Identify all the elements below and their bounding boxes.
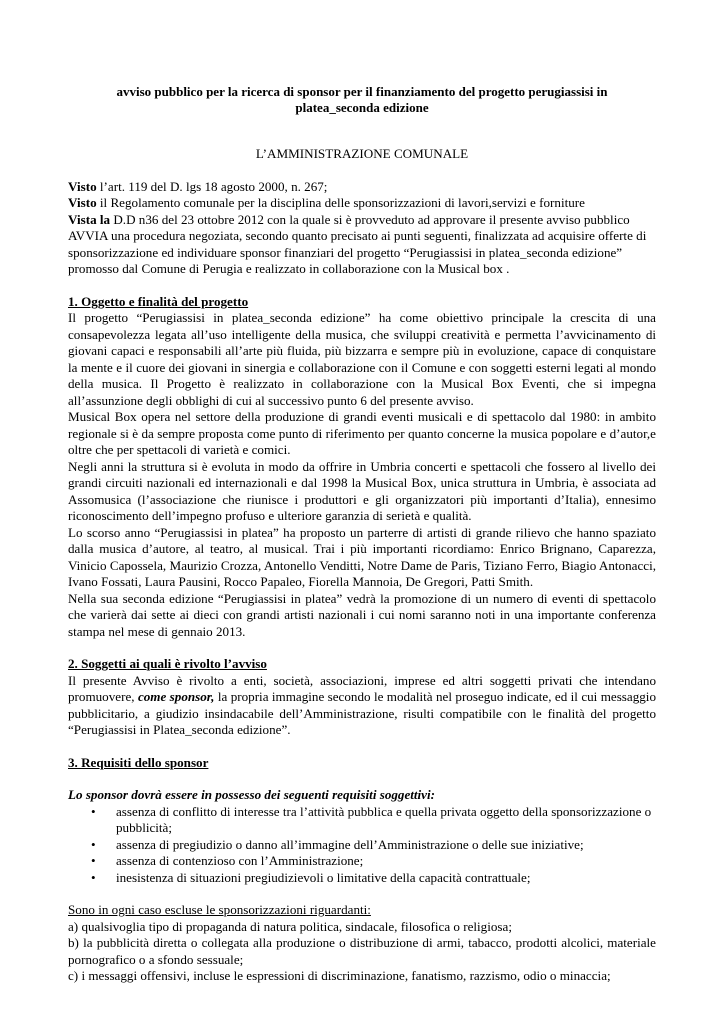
section-1-paragraph-4: Lo scorso anno “Perugiassisi in platea” ha proposto un parterre di artisti di grande rilievo che hanno spaziato dalla musica d’autore, al teatro, al musical. Trai i più importanti ricordiamo: Enrico Brignano, Caparezza, Vinicio Capossela, Maurizio Crozza, Antonello Venditti, Notre Dame de Paris, Tiziano Ferro, Biagio Antonacci, Ivano Fossati, Laura Pausini, Rocco Papaleo, Fiorella Mannoia, De Gregori, Patti Smith. bbox=[68, 524, 656, 589]
document-title-line1: avviso pubblico per la ricerca di sponsor per il finanziamento del progetto perugiassisi in bbox=[116, 84, 608, 99]
exclusions-heading-text: Sono in ogni caso escluse le sponsorizzazioni riguardanti: bbox=[68, 902, 371, 917]
section-3-heading: 3. Requisiti dello sponsor bbox=[68, 754, 209, 770]
avvia-paragraph: AVVIA una procedura negoziata, secondo quanto precisato ai punti seguenti, finalizzata ad acquisire offerte di sponsorizzazione ed individuare sponsor finanziari del progetto “Perugiassisi in platea_seconda edizione” promosso dal Comune di Perugia e realizzato in collaborazione con la Musical box . bbox=[68, 228, 647, 276]
exclusion-b: b) la pubblicità diretta o collegata alla produzione o distribuzione di armi, tabacco, prodotti alcolici, materiale pornografico o a sfondo sessuale; bbox=[68, 935, 656, 967]
section-1-paragraph-2: Musical Box opera nel settore della produzione di grandi eventi musicali e di spettacolo dal 1980: in ambito regionale si è da sempre proposta come punto di riferimento per quanto concerne la musica popolare e d’autor,e oltre che per spettacoli di varietà e comici. bbox=[68, 409, 656, 457]
section-1-paragraph-1: Il progetto “Perugiassisi in platea_seconda edizione” ha come obiettivo principale la crescita di una consapevolezza legata all’uso intelligente della musica, che sviluppi creatività e permetta l’avvicinamento di giovani capaci e responsabili all’arte più fluida, più bizzarra e sempre più in evoluzione, capace di conquistare la mente e il cuore dei giovani in sinergia e collaborazione con il Comune e con soggetti esterni legati al mondo della musica. Il Progetto è realizzato in collaborazione con la Musical Box Eventi, che si impegna all’assunzione degli obblighi di cui al successivo punto 6 del presente avviso. bbox=[68, 310, 656, 408]
visto-label-1: Visto bbox=[68, 178, 97, 194]
bullet-icon: • bbox=[91, 836, 96, 852]
list-item-text: inesistenza di situazioni pregiudizievoli o limitative della capacità contrattuale; bbox=[116, 869, 531, 885]
issuing-authority: L’AMMINISTRAZIONE COMUNALE bbox=[255, 146, 469, 161]
list-item-text: assenza di contenzioso con l’Amministrazione; bbox=[116, 853, 364, 868]
section-3-intro: Lo sponsor dovrà essere in possesso dei seguenti requisiti soggettivi: bbox=[68, 787, 435, 802]
document-title-line2: platea_seconda edizione bbox=[295, 100, 429, 115]
list-item-text: assenza di conflitto di interesse tra l’attività pubblica e quella privata oggetto della sponsorizzazione o pubblicità; bbox=[116, 803, 652, 835]
visto-label-2: Visto bbox=[68, 195, 97, 210]
list-item bbox=[91, 803, 656, 837]
bullet-icon: • bbox=[91, 853, 96, 868]
requirements-list bbox=[68, 804, 656, 887]
visto-text-1: l’art. 119 del D. lgs 18 agosto 2000, n. 267; bbox=[96, 178, 328, 194]
list-item bbox=[91, 869, 656, 887]
section-1-paragraph-3: Negli anni la struttura si è evoluta in modo da offrire in Umbria concerti e spettacoli che fossero al livello dei grandi circuiti nazionali ed internazionali e dal 1998 la Musical Box, unica struttura in Umbria, è associata ad Assomusica (l’associazione che riunisce i produttori e gli organizzatori più importanti d’Italia), ennesimo riconoscimento dell’impegno profuso e ulteriore garanzia di serietà e qualità. bbox=[68, 458, 656, 523]
vista-clause bbox=[68, 212, 656, 229]
vista-text: D.D n36 del 23 ottobre 2012 con la quale si è provveduto ad approvare il presente avviso pubblico bbox=[110, 211, 630, 227]
list-item bbox=[91, 836, 656, 854]
section-1-heading: 1. Oggetto e finalità del progetto bbox=[68, 293, 249, 309]
exclusion-a: a) qualsivoglia tipo di propaganda di natura politica, sindacale, filosofica o religiosa; bbox=[68, 918, 512, 934]
vista-label: Vista la bbox=[68, 211, 111, 227]
section-2-heading: 2. Soggetti ai quali è rivolto l’avviso bbox=[68, 656, 267, 671]
section-2-text-a: Il presente Avviso è rivolto a enti, società, associazioni, imprese ed altri soggetti privati che intendano promuovere, bbox=[68, 672, 656, 704]
list-item-text: assenza di pregiudizio o danno all’immagine dell’Amministrazione o delle sue iniziative; bbox=[116, 836, 584, 852]
visto-clause-1 bbox=[68, 179, 656, 196]
section-2-text-c: la propria immagine secondo le modalità nel proseguo indicate, ed il cui messaggio pubblicitario, a giudizio insindacabile dell’Amministrazione, risulti compatibile con le finalità del progetto “Perugiassisi in Platea_seconda edizione”. bbox=[68, 689, 656, 737]
document-page bbox=[68, 84, 656, 985]
exclusion-c: c) i messaggi offensivi, incluse le espressioni di discriminazione, fanatismo, razzismo, odio o minaccia; bbox=[68, 968, 611, 983]
visto-clause-2 bbox=[68, 195, 656, 212]
section-2-emphasis: come sponsor, bbox=[137, 689, 215, 704]
visto-text-2: il Regolamento comunale per la disciplina delle sponsorizzazioni di lavori,servizi e forniture bbox=[96, 195, 585, 210]
bullet-icon: • bbox=[91, 803, 96, 819]
section-1-paragraph-5: Nella sua seconda edizione “Perugiassisi in platea” vedrà la promozione di un numero di eventi di spettacolo che varierà dai sette ai dieci con grandi artisti nazionali i cui nomi saranno noti in una importante conferenza stampa nel mese di gennaio 2013. bbox=[68, 590, 656, 639]
exclusions-heading bbox=[68, 902, 656, 919]
section-2-paragraph bbox=[68, 673, 656, 739]
bullet-icon: • bbox=[91, 869, 96, 885]
list-item bbox=[91, 853, 656, 870]
